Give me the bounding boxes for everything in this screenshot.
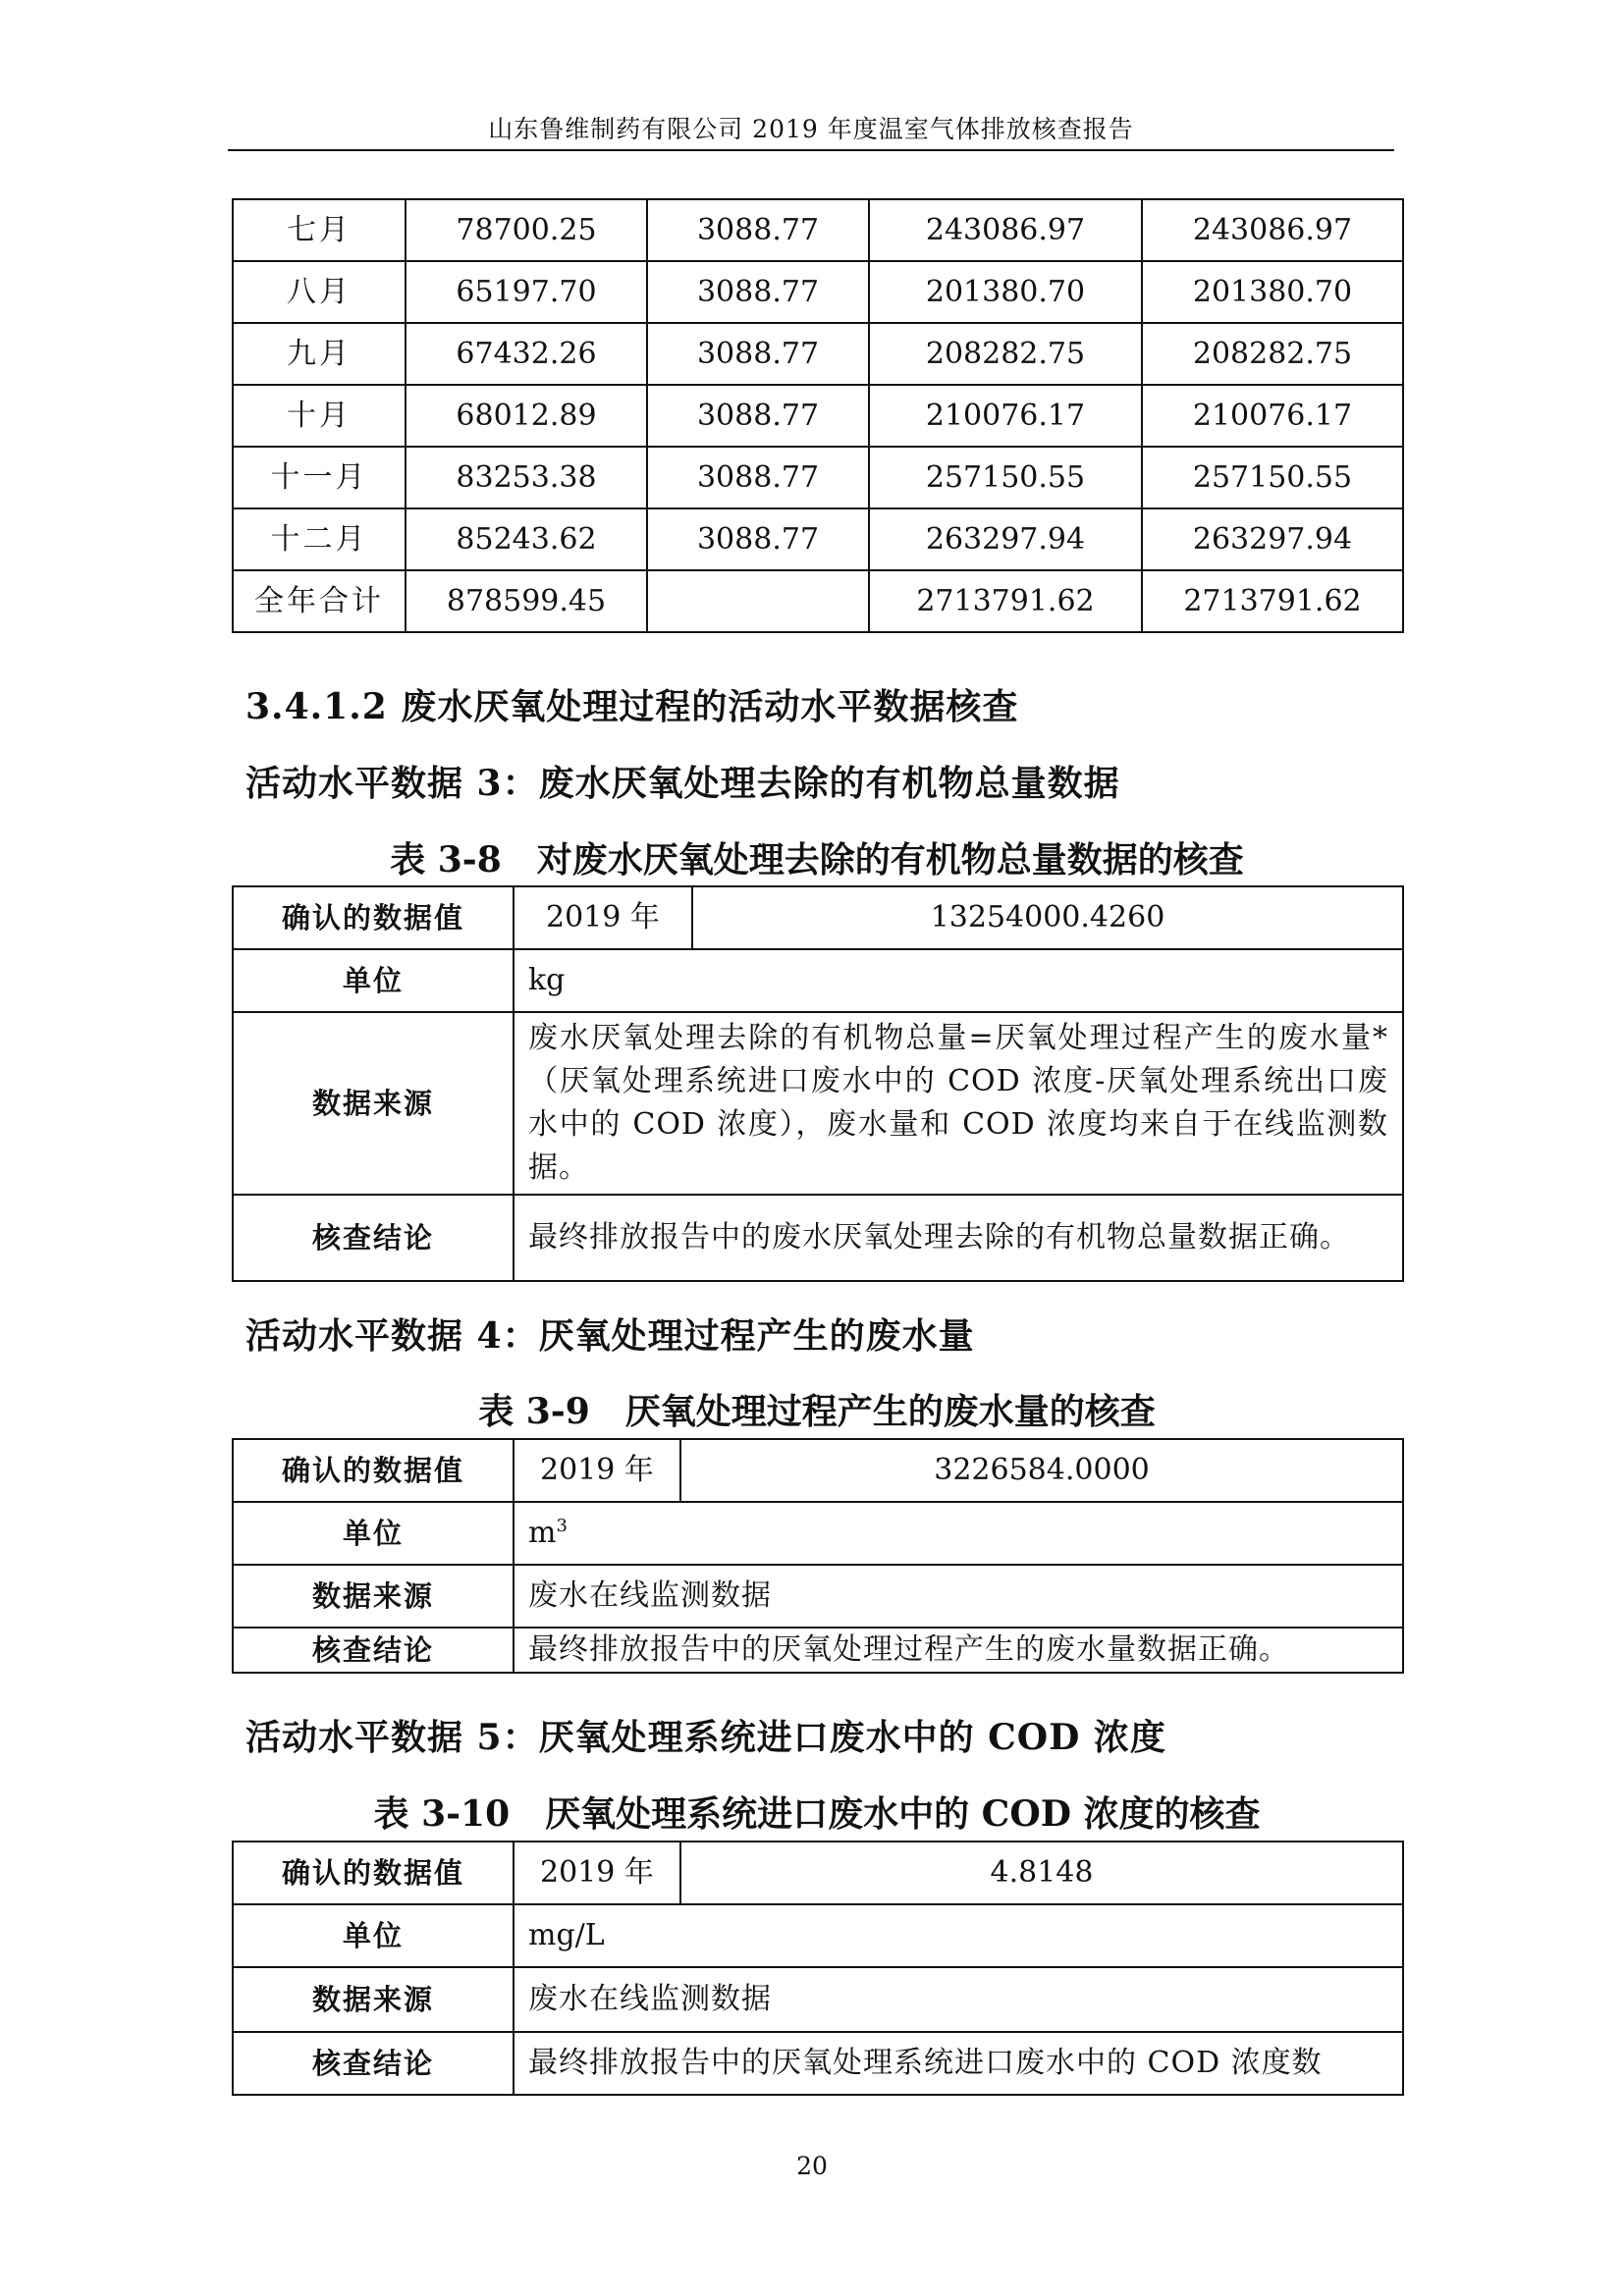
month-label: 十一月 [233,447,406,508]
table-cell: 210076.17 [869,385,1142,447]
table-cell [647,570,869,632]
unit-label: 单位 [233,949,514,1012]
unit-value: mg/L [514,1904,1403,1967]
month-label: 九月 [233,323,406,385]
conclusion-label: 核查结论 [233,2032,514,2095]
table-cell: 263297.94 [1142,508,1403,570]
activity4-heading: 活动水平数据 4：厌氧处理过程产生的废水量 [245,1315,975,1357]
table-cell: 2713791.62 [1142,570,1403,632]
table-row [233,261,1403,323]
activity5-heading: 活动水平数据 5：厌氧处理系统进口废水中的 COD 浓度 [245,1717,1166,1758]
table-row [233,447,1403,508]
monthly-table-body [233,199,1403,632]
source-label: 数据来源 [233,1012,514,1195]
unit-exponent: 3 [556,1516,568,1536]
conclusion-value: 最终排放报告中的厌氧处理过程产生的废水量数据正确。 [514,1628,1403,1673]
table-row [233,199,1403,261]
monthly-emissions-table [232,198,1404,633]
section-heading: 3.4.1.2 废水厌氧处理过程的活动水平数据核查 [245,686,1019,727]
table-cell: 78700.25 [406,199,647,261]
table-cell: 243086.97 [869,199,1142,261]
source-value: 废水在线监测数据 [514,1565,1403,1628]
table-cell: 257150.55 [869,447,1142,508]
table-cell: 243086.97 [1142,199,1403,261]
table-cell: 3088.77 [647,385,869,447]
confirmed-value-label: 确认的数据值 [233,1439,514,1502]
table-cell: 210076.17 [1142,385,1403,447]
table-row [233,323,1403,385]
table-row [233,570,1403,632]
table-row [233,385,1403,447]
table-cell: 208282.75 [1142,323,1403,385]
header-divider [228,149,1394,151]
table-3-10-caption: 表 3-10 厌氧处理系统进口废水中的 COD 浓度的核查 [373,1793,1261,1835]
year-cell: 2019 年 [514,1439,680,1502]
confirmed-value-label: 确认的数据值 [233,1842,514,1904]
table-cell: 3088.77 [647,508,869,570]
month-label: 全年合计 [233,570,406,632]
table-cell: 67432.26 [406,323,647,385]
table-cell: 208282.75 [869,323,1142,385]
source-value: 废水在线监测数据 [514,1967,1403,2032]
table-3-9 [232,1438,1404,1674]
source-value: 废水厌氧处理去除的有机物总量=厌氧处理过程产生的废水量*（厌氧处理系统进口废水中的 COD 浓度-厌氧处理系统出口废水中的 COD 浓度），废水量和 COD 浓度均来自于在线监测数据。 [514,1012,1403,1195]
unit-label: 单位 [233,1904,514,1967]
table-row [233,508,1403,570]
table-cell: 3088.77 [647,199,869,261]
unit-label: 单位 [233,1502,514,1565]
year-cell: 2019 年 [514,886,692,949]
table-3-8 [232,885,1404,1282]
unit-value [514,1502,1403,1565]
activity3-heading: 活动水平数据 3：废水厌氧处理去除的有机物总量数据 [245,763,1120,804]
confirmed-value: 3226584.0000 [680,1439,1403,1502]
month-label: 八月 [233,261,406,323]
month-label: 十月 [233,385,406,447]
conclusion-value: 最终排放报告中的厌氧处理系统进口废水中的 COD 浓度数 [514,2032,1403,2095]
source-label: 数据来源 [233,1967,514,2032]
conclusion-label: 核查结论 [233,1195,514,1281]
year-cell: 2019 年 [514,1842,680,1904]
table-cell: 3088.77 [647,261,869,323]
month-label: 七月 [233,199,406,261]
table-3-9-caption: 表 3-9 厌氧处理过程产生的废水量的核查 [478,1391,1156,1432]
table-3-10 [232,1841,1404,2096]
conclusion-label: 核查结论 [233,1628,514,1673]
table-cell: 263297.94 [869,508,1142,570]
unit-value: kg [514,949,1403,1012]
unit-base: m [528,1516,557,1550]
confirmed-value: 4.8148 [680,1842,1403,1904]
conclusion-value: 最终排放报告中的废水厌氧处理去除的有机物总量数据正确。 [514,1195,1403,1281]
table-cell: 257150.55 [1142,447,1403,508]
table-cell: 201380.70 [869,261,1142,323]
table-cell: 878599.45 [406,570,647,632]
page-number: 20 [796,2152,828,2180]
confirmed-value-label: 确认的数据值 [233,886,514,949]
table-cell: 83253.38 [406,447,647,508]
table-cell: 68012.89 [406,385,647,447]
source-label: 数据来源 [233,1565,514,1628]
table-cell: 3088.77 [647,323,869,385]
month-label: 十二月 [233,508,406,570]
table-cell: 65197.70 [406,261,647,323]
table-cell: 2713791.62 [869,570,1142,632]
confirmed-value: 13254000.4260 [692,886,1403,949]
table-cell: 201380.70 [1142,261,1403,323]
table-3-8-caption: 表 3-8 对废水厌氧处理去除的有机物总量数据的核查 [390,839,1244,881]
table-cell: 3088.77 [647,447,869,508]
table-cell: 85243.62 [406,508,647,570]
page-header: 山东鲁维制药有限公司 2019 年度温室气体排放核查报告 [488,115,1134,143]
